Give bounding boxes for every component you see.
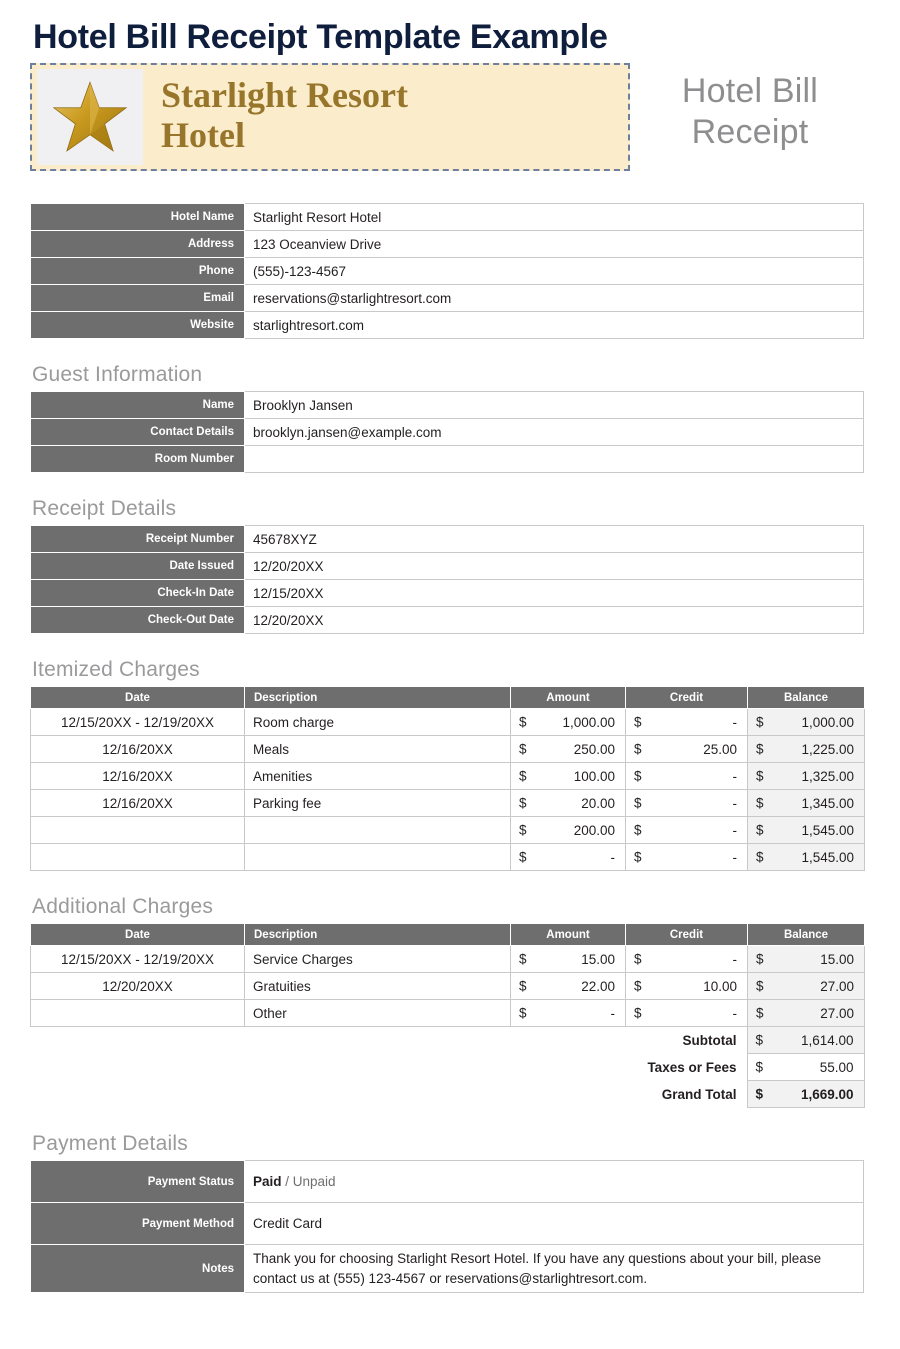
currency-symbol: $ [756, 1005, 764, 1021]
table-row [31, 1245, 864, 1293]
row-value[interactable]: 12/15/20XX [245, 580, 864, 607]
totals-spacer [30, 1081, 244, 1108]
guest-information-table [30, 391, 864, 473]
table-header-row [31, 924, 865, 946]
cell-balance-value: 27.00 [820, 1005, 854, 1021]
row-value[interactable] [245, 446, 864, 473]
currency-symbol: $ [755, 1032, 764, 1048]
totals-value-grand-total-amount: 1,669.00 [800, 1086, 854, 1102]
cell-description[interactable]: Room charge [245, 709, 511, 736]
column-header-amount: Amount [511, 687, 626, 709]
cell-description[interactable]: Amenities [245, 763, 511, 790]
cell-credit[interactable] [626, 844, 748, 871]
cell-amount-value: - [610, 849, 615, 865]
table-row [31, 817, 865, 844]
currency-symbol: $ [756, 741, 764, 757]
status-separator: / [281, 1174, 293, 1189]
section-heading-receipt-details: Receipt Details [32, 497, 177, 520]
table-row [31, 258, 864, 285]
row-value[interactable]: starlightresort.com [245, 312, 864, 339]
cell-balance-value: 1,345.00 [801, 795, 854, 811]
row-value[interactable]: 12/20/20XX [245, 607, 864, 634]
row-value[interactable]: 12/20/20XX [245, 553, 864, 580]
currency-symbol: $ [756, 951, 764, 967]
cell-balance [748, 946, 865, 973]
totals-spacer [510, 1081, 625, 1108]
hotel-info-table [30, 203, 864, 339]
cell-amount-value: - [610, 1005, 615, 1021]
cell-balance [748, 736, 865, 763]
cell-balance [748, 763, 865, 790]
row-label: Date Issued [31, 553, 245, 580]
section-heading-additional-charges: Additional Charges [32, 895, 214, 918]
cell-description[interactable]: Service Charges [245, 946, 511, 973]
totals-spacer [244, 1081, 510, 1108]
cell-credit-value: 10.00 [703, 978, 737, 994]
totals-spacer [30, 1027, 244, 1054]
row-value[interactable]: 45678XYZ [245, 526, 864, 553]
cell-date[interactable] [31, 817, 245, 844]
row-value[interactable]: brooklyn.jansen@example.com [245, 419, 864, 446]
row-value[interactable]: reservations@starlightresort.com [245, 285, 864, 312]
document-kind-line2: Receipt [691, 113, 809, 152]
totals-row-grand-total [30, 1081, 864, 1108]
totals-label-subtotal: Subtotal [682, 1032, 737, 1048]
totals-value-subtotal [747, 1027, 864, 1054]
cell-balance [748, 790, 865, 817]
cell-amount[interactable] [511, 709, 626, 736]
currency-symbol: $ [519, 849, 527, 865]
currency-symbol: $ [519, 978, 527, 994]
status-unpaid[interactable]: Unpaid [292, 1174, 336, 1189]
cell-credit[interactable] [626, 736, 748, 763]
table-row [31, 973, 865, 1000]
currency-symbol: $ [634, 822, 642, 838]
totals-table [30, 1026, 865, 1108]
currency-symbol: $ [634, 849, 642, 865]
currency-symbol: $ [634, 978, 642, 994]
table-row [31, 446, 864, 473]
table-row [31, 231, 864, 258]
cell-credit[interactable] [626, 790, 748, 817]
row-label: Email [31, 285, 245, 312]
row-value[interactable]: 123 Oceanview Drive [245, 231, 864, 258]
cell-credit[interactable] [626, 973, 748, 1000]
cell-amount-value: 200.00 [573, 822, 615, 838]
totals-spacer [510, 1027, 625, 1054]
currency-symbol: $ [755, 1086, 764, 1102]
row-label-notes: Notes [31, 1245, 245, 1293]
cell-date[interactable]: 12/15/20XX - 12/19/20XX [31, 709, 245, 736]
totals-value-taxes-amount: 55.00 [819, 1059, 854, 1075]
totals-spacer [510, 1054, 625, 1081]
payment-details-table [30, 1160, 864, 1293]
cell-description[interactable]: Parking fee [245, 790, 511, 817]
cell-amount[interactable] [511, 973, 626, 1000]
row-label-payment-status: Payment Status [31, 1161, 245, 1203]
column-header-date: Date [31, 924, 245, 946]
cell-credit-value: - [732, 714, 737, 730]
cell-amount-value: 20.00 [581, 795, 615, 811]
additional-charges-table [30, 923, 865, 1027]
table-row [31, 580, 864, 607]
totals-row-taxes [30, 1054, 864, 1081]
cell-balance-value: 15.00 [820, 951, 854, 967]
cell-balance [748, 844, 865, 871]
cell-amount[interactable] [511, 946, 626, 973]
totals-value-subtotal-amount: 1,614.00 [800, 1032, 854, 1048]
column-header-credit: Credit [626, 687, 748, 709]
cell-amount[interactable] [511, 736, 626, 763]
receipt-details-table [30, 525, 864, 634]
document-kind [630, 63, 870, 154]
cell-description[interactable]: Other [245, 1000, 511, 1027]
cell-credit-value: - [732, 768, 737, 784]
table-row [31, 1000, 865, 1027]
table-row [31, 790, 865, 817]
currency-symbol: $ [755, 1059, 764, 1075]
cell-balance [748, 709, 865, 736]
cell-description[interactable] [245, 844, 511, 871]
currency-symbol: $ [519, 741, 527, 757]
row-label: Address [31, 231, 245, 258]
currency-symbol: $ [756, 849, 764, 865]
cell-amount-value: 250.00 [573, 741, 615, 757]
cell-credit[interactable] [626, 709, 748, 736]
cell-credit-value: - [732, 795, 737, 811]
table-row [31, 763, 865, 790]
cell-date[interactable] [31, 844, 245, 871]
cell-date[interactable]: 12/16/20XX [31, 790, 245, 817]
page-title: Hotel Bill Receipt Template Example [33, 18, 608, 56]
currency-symbol: $ [634, 741, 642, 757]
column-header-balance: Balance [748, 924, 865, 946]
cell-description[interactable] [245, 817, 511, 844]
status-badge[interactable] [245, 1161, 864, 1203]
row-label: Website [31, 312, 245, 339]
gold-star-icon [37, 69, 143, 165]
row-label: Room Number [31, 446, 245, 473]
status-paid[interactable]: Paid [253, 1174, 282, 1189]
cell-amount-value: 22.00 [581, 978, 615, 994]
totals-value-grand-total [747, 1081, 864, 1108]
hotel-logo-box [30, 63, 630, 171]
section-heading-itemized-charges: Itemized Charges [32, 658, 200, 681]
currency-symbol: $ [519, 951, 527, 967]
cell-amount-value: 100.00 [573, 768, 615, 784]
cell-amount[interactable] [511, 763, 626, 790]
totals-value-taxes[interactable] [747, 1054, 864, 1081]
cell-credit-value: - [732, 822, 737, 838]
cell-date[interactable] [31, 1000, 245, 1027]
cell-balance-value: 1,545.00 [801, 822, 854, 838]
column-header-description: Description [245, 924, 511, 946]
cell-credit[interactable] [626, 763, 748, 790]
currency-symbol: $ [519, 822, 527, 838]
row-label: Check-In Date [31, 580, 245, 607]
currency-symbol: $ [634, 1005, 642, 1021]
cell-balance-value: 1,000.00 [801, 714, 854, 730]
currency-symbol: $ [519, 1005, 527, 1021]
cell-balance-value: 27.00 [820, 978, 854, 994]
cell-credit-value: - [732, 1005, 737, 1021]
currency-symbol: $ [519, 714, 527, 730]
cell-description[interactable]: Gratuities [245, 973, 511, 1000]
totals-spacer [30, 1054, 244, 1081]
table-row [31, 312, 864, 339]
cell-amount[interactable] [511, 817, 626, 844]
column-header-description: Description [245, 687, 511, 709]
table-header-row [31, 687, 865, 709]
row-label: Receipt Number [31, 526, 245, 553]
row-label: Phone [31, 258, 245, 285]
cell-credit[interactable] [626, 1000, 748, 1027]
cell-amount[interactable] [511, 790, 626, 817]
row-value[interactable]: Brooklyn Jansen [245, 392, 864, 419]
cell-balance [748, 1000, 865, 1027]
currency-symbol: $ [519, 768, 527, 784]
row-value-notes[interactable]: Thank you for choosing Starlight Resort Hotel. If you have any questions about your bill, please contact us at (555) 123-4567 or reservations@starlightresort.com. [245, 1245, 864, 1293]
totals-label-taxes: Taxes or Fees [647, 1059, 737, 1075]
totals-row-subtotal [30, 1027, 864, 1054]
currency-symbol: $ [634, 714, 642, 730]
table-row [31, 1161, 864, 1203]
table-row [31, 419, 864, 446]
cell-credit-value: 25.00 [703, 741, 737, 757]
section-heading-guest-information: Guest Information [32, 363, 203, 386]
table-row [31, 392, 864, 419]
row-value[interactable]: Starlight Resort Hotel [245, 204, 864, 231]
cell-date[interactable]: 12/16/20XX [31, 736, 245, 763]
currency-symbol: $ [519, 795, 527, 811]
cell-credit[interactable] [626, 817, 748, 844]
table-row [31, 204, 864, 231]
hotel-logo-name-line1: Starlight Resort [161, 74, 408, 115]
totals-spacer [244, 1027, 510, 1054]
currency-symbol: $ [756, 795, 764, 811]
currency-symbol: $ [756, 768, 764, 784]
table-row [31, 709, 865, 736]
column-header-credit: Credit [626, 924, 748, 946]
cell-credit-value: - [732, 849, 737, 865]
cell-balance-value: 1,545.00 [801, 849, 854, 865]
cell-balance-value: 1,325.00 [801, 768, 854, 784]
document-kind-line1: Hotel Bill [681, 72, 819, 110]
currency-symbol: $ [634, 951, 642, 967]
column-header-amount: Amount [511, 924, 626, 946]
hotel-logo-name-line2: Hotel [161, 115, 245, 155]
currency-symbol: $ [756, 978, 764, 994]
header-band [30, 63, 870, 181]
cell-amount-value: 15.00 [581, 951, 615, 967]
table-row [31, 946, 865, 973]
cell-balance [748, 817, 865, 844]
table-row [31, 844, 865, 871]
row-label: Contact Details [31, 419, 245, 446]
cell-credit-value: - [732, 951, 737, 967]
cell-amount-value: 1,000.00 [562, 714, 615, 730]
cell-balance [748, 973, 865, 1000]
cell-amount[interactable] [511, 844, 626, 871]
itemized-charges-table [30, 686, 865, 871]
table-row [31, 607, 864, 634]
currency-symbol: $ [756, 822, 764, 838]
currency-symbol: $ [756, 714, 764, 730]
table-row [31, 1203, 864, 1245]
cell-balance-value: 1,225.00 [801, 741, 854, 757]
table-row [31, 526, 864, 553]
totals-spacer [244, 1054, 510, 1081]
hotel-logo-name [143, 75, 408, 160]
column-header-date: Date [31, 687, 245, 709]
cell-date[interactable]: 12/16/20XX [31, 763, 245, 790]
cell-date[interactable]: 12/15/20XX - 12/19/20XX [31, 946, 245, 973]
table-row [31, 285, 864, 312]
row-label: Hotel Name [31, 204, 245, 231]
row-label-payment-method: Payment Method [31, 1203, 245, 1245]
row-value-payment-method[interactable]: Credit Card [245, 1203, 864, 1245]
cell-date[interactable]: 12/20/20XX [31, 973, 245, 1000]
table-row [31, 553, 864, 580]
row-label: Check-Out Date [31, 607, 245, 634]
cell-credit[interactable] [626, 946, 748, 973]
row-value[interactable]: (555)-123-4567 [245, 258, 864, 285]
table-row [31, 736, 865, 763]
row-label: Name [31, 392, 245, 419]
cell-amount[interactable] [511, 1000, 626, 1027]
currency-symbol: $ [634, 795, 642, 811]
totals-label-grand-total: Grand Total [661, 1086, 737, 1102]
cell-description[interactable]: Meals [245, 736, 511, 763]
section-heading-payment-details: Payment Details [32, 1132, 188, 1155]
column-header-balance: Balance [748, 687, 865, 709]
currency-symbol: $ [634, 768, 642, 784]
